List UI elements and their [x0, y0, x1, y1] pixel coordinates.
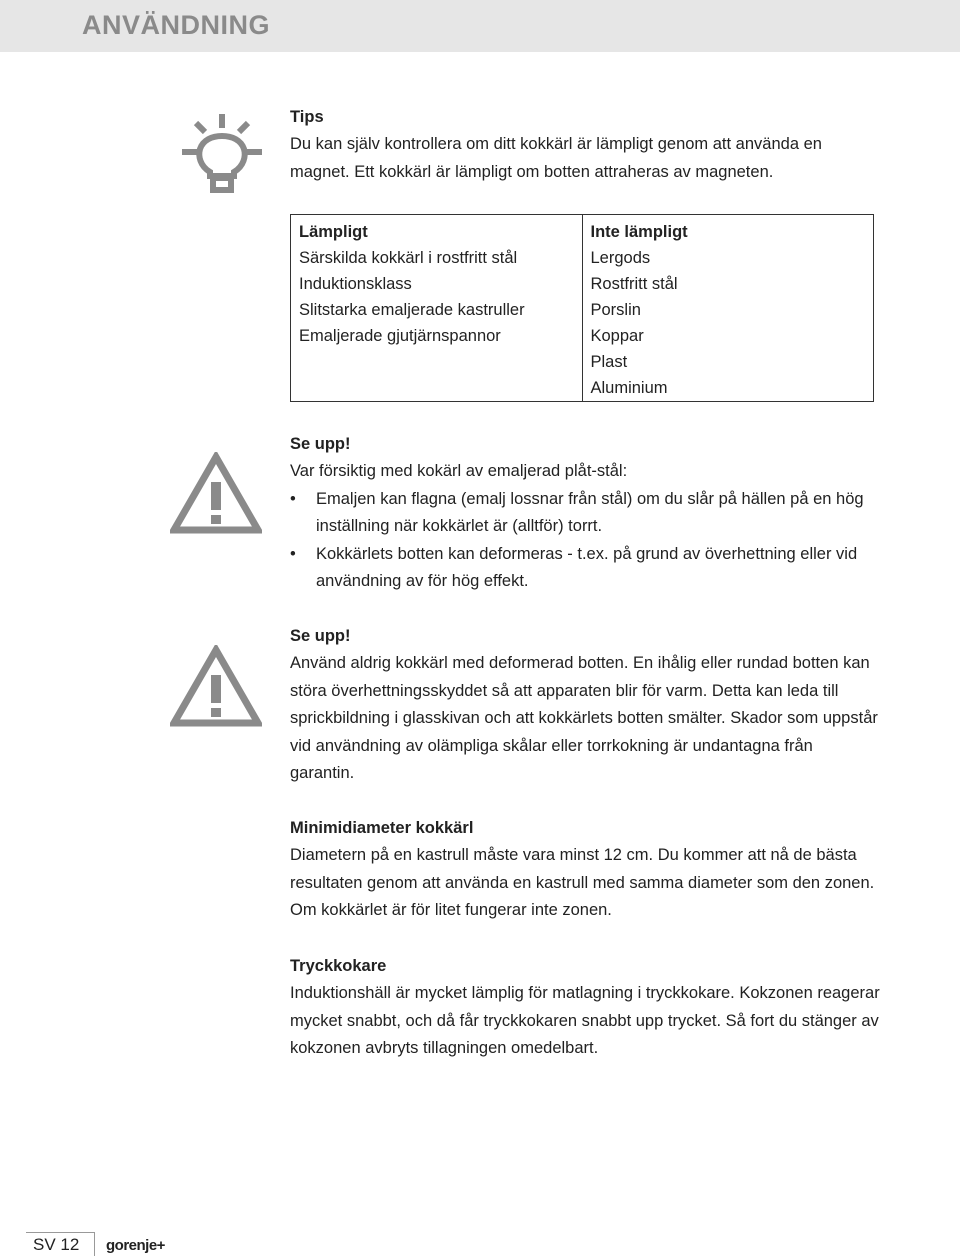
- warning-triangle-icon: [170, 452, 262, 534]
- warning-heading: Se upp!: [290, 435, 351, 453]
- tips-heading: Tips: [290, 108, 324, 126]
- suitable-header: Lämpligt: [299, 223, 368, 241]
- brand-logo: gorenje+: [106, 1237, 165, 1254]
- unsuitable-item: Rostfritt stål: [590, 275, 678, 293]
- min-diameter-section: [290, 815, 880, 925]
- warning-intro: Var försiktig med kokärl av emaljerad plåt-stål:: [290, 462, 628, 481]
- unsuitable-item: Koppar: [590, 327, 644, 345]
- min-diameter-text: Diametern på en kastrull måste vara minst 12 cm. Du kommer att nå de bästa resultaten genom att använda en kastrull med samma diameter som den zonen. Om kokkärlet är för litet fungerar inte zonen.: [290, 846, 875, 920]
- lightbulb-icon: [182, 112, 262, 194]
- list-item: • Emaljen kan flagna (emalj lossnar från stål) om du slår på hällen på en hög inställning när kokkärlet är (alltför) torrt.: [290, 486, 880, 541]
- pressure-cooker-text: Induktionshäll är mycket lämplig för matlagning i tryckkokare. Kokzonen reagerar mycket snabbt, och då får tryckkokaren snabbt upp trycket. Så fort du stänger av kokzonen avbryts tillagningen omedelbart.: [290, 984, 880, 1058]
- page-number: SV 12: [33, 1235, 80, 1254]
- unsuitable-item: Plast: [590, 353, 628, 371]
- pressure-cooker-section: [290, 953, 880, 1063]
- suitable-item: Slitstarka emaljerade kastruller: [299, 301, 525, 319]
- page-title: ANVÄNDNING: [82, 10, 271, 40]
- min-diameter-heading: Minimidiameter kokkärl: [290, 819, 474, 837]
- cookware-compatibility-table: [290, 214, 874, 402]
- warning-triangle-icon: [170, 645, 262, 727]
- unsuitable-column: [582, 215, 874, 402]
- footer: [0, 1222, 960, 1255]
- warning-section-enamel: [290, 431, 880, 595]
- unsuitable-item: Porslin: [590, 301, 641, 319]
- warning-heading: Se upp!: [290, 627, 351, 645]
- suitable-item: Induktionsklass: [299, 275, 412, 293]
- unsuitable-item: Lergods: [590, 249, 651, 267]
- suitable-item: Emaljerade gjutjärnspannor: [299, 327, 501, 345]
- warning-text: Använd aldrig kokkärl med deformerad botten. En ihålig eller rundad botten kan störa överhettningsskyddet så att apparaten blir för varm. Detta kan leda till sprickbildning i glasskivan och att kokkärlets botten smälter. Skador som uppstår vid användning av olämpliga skålar eller torrkokning är undantagna från garantin.: [290, 654, 878, 783]
- tips-text: Du kan själv kontrollera om ditt kokkärl är lämpligt genom att använda en magnet. Ett kokkärl är lämpligt om botten attraheras av magneten.: [290, 135, 822, 181]
- warning-section-deformed: [290, 623, 880, 787]
- unsuitable-item: Aluminium: [590, 379, 668, 397]
- warning-bullet-list: [290, 486, 880, 596]
- unsuitable-header: Inte lämpligt: [590, 223, 688, 241]
- suitable-item: Särskilda kokkärl i rostfritt stål: [299, 249, 518, 267]
- pressure-cooker-heading: Tryckkokare: [290, 957, 387, 975]
- tips-section: [290, 104, 880, 186]
- list-item: • Kokkärlets botten kan deformeras - t.ex. på grund av överhettning eller vid användning av för hög effekt.: [290, 541, 880, 596]
- suitable-column: [291, 215, 583, 402]
